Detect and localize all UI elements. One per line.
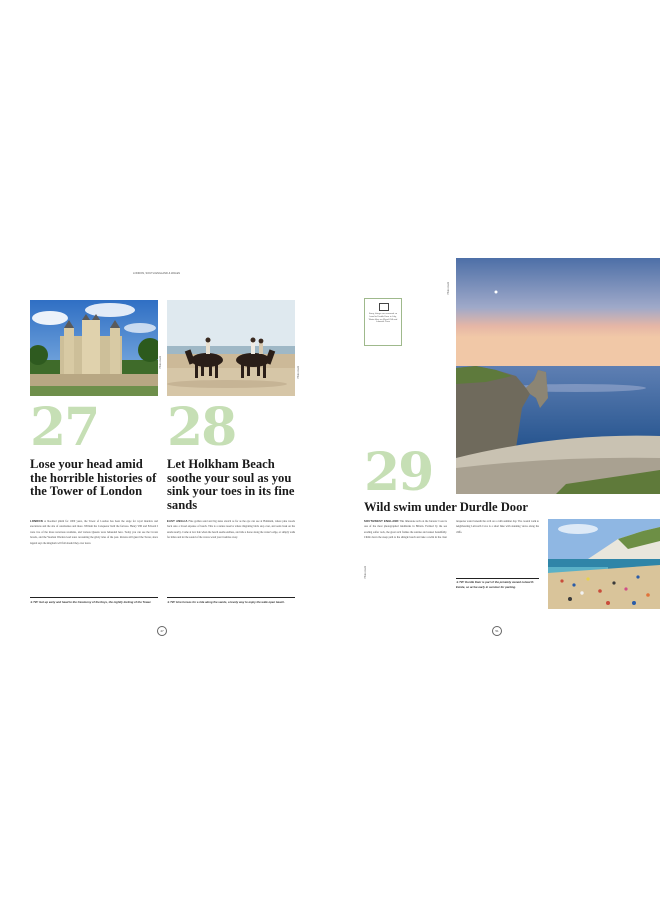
entry-tip-27 — [30, 600, 158, 605]
horses-on-beach-illustration — [167, 300, 295, 396]
entry-location-29: SOUTHWEST ENGLAND — [364, 520, 399, 523]
page-number-left: 47 — [157, 626, 167, 636]
entry-number-28: 28 — [167, 397, 236, 458]
sidebar-note-text: Sorry, things are seasonal so head to Durdle Door in July, Water lilies on Wynd Cliff and Lulworth Cove — [368, 313, 398, 324]
entry-body-27 — [30, 519, 158, 546]
durdle-beach-photo — [548, 519, 660, 609]
beach-crowd-illustration — [548, 519, 660, 609]
tower-of-london-illustration — [30, 300, 158, 396]
entry-headline-29: Wild swim under Durdle Door — [364, 500, 528, 514]
holkham-beach-photo — [167, 300, 295, 396]
durdle-door-illustration — [456, 258, 660, 494]
entry-tip-29 — [456, 580, 539, 590]
photo-credit-durdle-beach: Photo credit — [364, 566, 367, 579]
entry-tip-text-27: TIP: Get up early and head to the Ceremony of the Keys, the nightly locking of the Tower. — [33, 600, 152, 604]
tip-divider-29 — [456, 578, 539, 579]
arrow-icon: ➔ — [167, 600, 170, 604]
entry-body-text-28: Fine golden sand and big skies stretch as far as the eye can see at Holkham, where pine woods back onto a broad expanse of beach. This is a nature reserve where migrating birds stop over, and seals bask on the sands nearby. Come at low tide when the beach seems endless, and ride a horse along the water's edge, or simply walk for miles and let the sound of the waves wash your troubles away. — [167, 520, 295, 540]
entry-location-28: EAST ANGLIA — [167, 520, 188, 523]
entry-tip-28 — [167, 600, 295, 605]
entry-number-29: 29 — [364, 442, 433, 503]
entry-number-27: 27 — [30, 397, 99, 458]
entry-body-28 — [167, 519, 295, 541]
entry-location-27: LONDON — [30, 520, 43, 523]
entry-headline-28: Let Holkham Beach soothe your soul as you sink your toes in its fine sands — [167, 457, 295, 512]
entry-tip-text-29: TIP: Durdle Door is part of the privately owned Lulworth Estate, so arrive early in summer for parking. — [456, 580, 534, 589]
arrow-icon: ➔ — [30, 600, 33, 604]
running-head: LONDON, SOUTH ENGLAND & WALES — [133, 272, 181, 275]
arrow-icon: ➔ — [456, 580, 459, 584]
sidebar-note-box — [364, 298, 402, 346]
durdle-door-photo — [456, 258, 660, 494]
entry-body-29 — [364, 519, 539, 541]
book-icon — [379, 303, 389, 311]
tip-divider-27 — [30, 597, 158, 598]
tower-of-london-photo — [30, 300, 158, 396]
photo-credit-holkham: Photo credit — [159, 356, 162, 369]
tip-divider-28 — [167, 597, 295, 598]
entry-tip-text-28: TIP: Hire horses for a ride along the sands, a lovely way to enjoy the wide open beach. — [170, 600, 285, 604]
photo-credit-durdle-main: Photo credit — [447, 282, 450, 295]
page-number-right: 51 — [492, 626, 502, 636]
entry-headline-27: Lose your head amid the horrible histories of the Tower of London — [30, 457, 157, 498]
entry-body-text-27: A bloodied plinth for 1000 years, the Tower of London has been the stage for royal murders and executions and the site of ceremonies and more. William the Conqueror built the fortress. Henry VIII and Edward I were two of the more notorious residents, and various Queens were beheaded here. Today you can see the Crown Jewels, and the Yeoman Warders lead tours recounting the grisly tales of the past. Ravens still guard the Tower, since legend says the kingdom will fall should they ever leave. — [30, 520, 158, 545]
entry-body-text-29: This limestone arch on the Jurassic Coast is one of the most photographed landmarks in Britain. Formed by the sea eroding softer rock, the great arch frames the sunrise and sunset beautifully. Climb down the steep path to the shingle beach and take a swim in the clear turquoise water beneath the arch on a calm summer day. The coastal walk to neighbouring Lulworth Cove is a short hike with stunning views along the cliffs. — [364, 520, 539, 540]
photo-credit-holkham-2: Photo credit — [297, 366, 300, 379]
